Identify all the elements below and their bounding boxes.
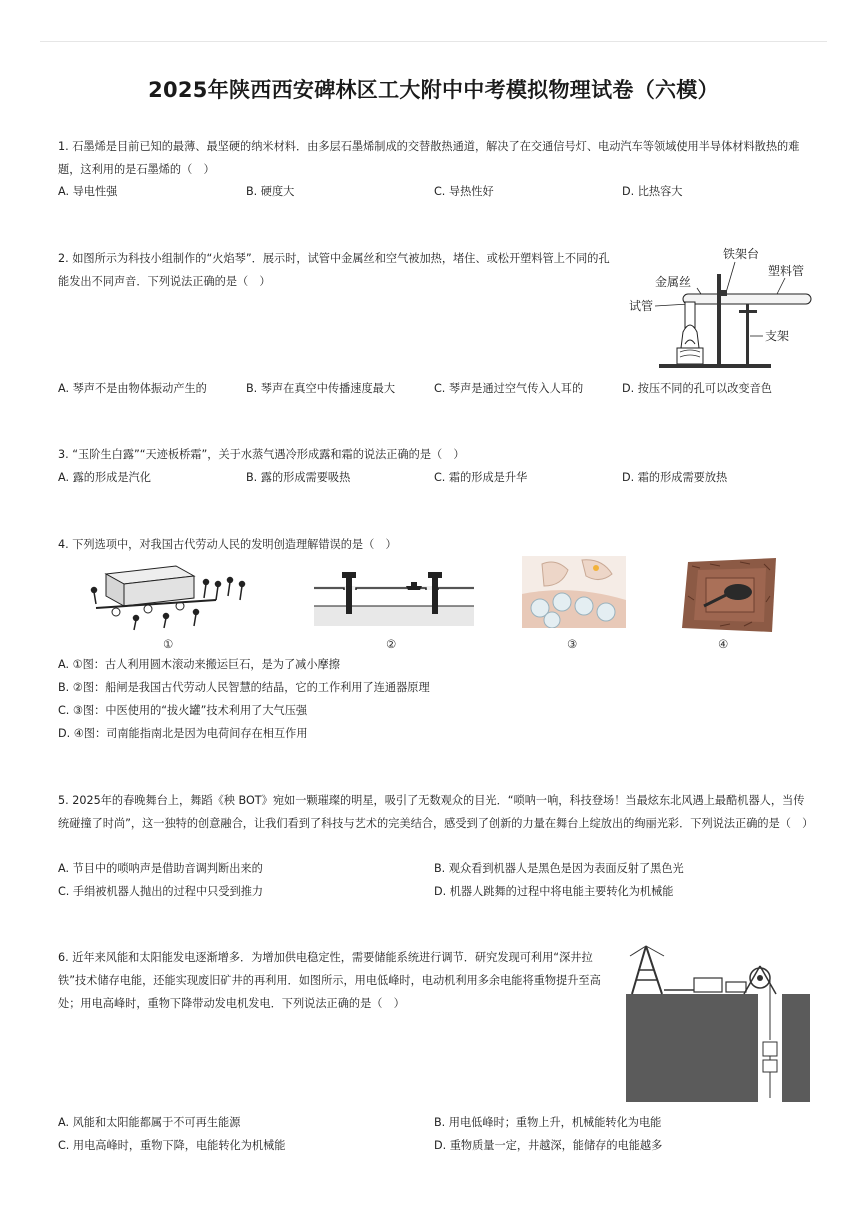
figure-caption-4: ④: [718, 637, 729, 651]
q5-option-d[interactable]: D. 机器人跳舞的过程中将电能主要转化为机械能: [434, 885, 674, 898]
label-plastic-tube: 塑料管: [768, 264, 805, 278]
q3-option-c[interactable]: C. 霜的形成是升华: [434, 471, 528, 484]
figure-caption-1: ①: [163, 637, 174, 651]
sinan-compass-figure: [680, 556, 780, 634]
figure-caption-3: ③: [567, 637, 578, 651]
q4-option-c[interactable]: C. ③图：中医使用的“拔火罐”技术利用了大气压强: [58, 704, 308, 717]
question-4-stem: 4. 下列选项中，对我国古代劳动人民的发明创造理解错误的是（ ）: [58, 538, 397, 551]
q2-option-b[interactable]: B. 琴声在真空中传播速度最大: [246, 382, 396, 395]
q1-option-c[interactable]: C. 导热性好: [434, 185, 494, 198]
q3-option-b[interactable]: B. 露的形成需要吸热: [246, 471, 351, 484]
figure-caption-2: ②: [386, 637, 397, 651]
label-support: 支架: [765, 329, 790, 343]
q2-option-a[interactable]: A. 琴声不是由物体振动产生的: [58, 382, 207, 395]
q3-option-d[interactable]: D. 霜的形成需要放热: [622, 471, 728, 484]
cupping-figure: [522, 556, 626, 628]
q1-option-d[interactable]: D. 比热容大: [622, 185, 683, 198]
q6-option-b[interactable]: B. 用电低峰时；重物上升，机械能转化为电能: [434, 1116, 662, 1129]
q4-option-d[interactable]: D. ④图：司南能指南北是因为电荷间存在相互作用: [58, 727, 308, 740]
q6-option-c[interactable]: C. 用电高峰时，重物下降，电能转化为机械能: [58, 1139, 286, 1152]
q2-option-d[interactable]: D. 按压不同的孔可以改变音色: [622, 382, 772, 395]
question-3-stem: 3. “玉阶生白露”“天迹板桥霜”，关于水蒸气遇冷形成露和霜的说法正确的是（ ）: [58, 448, 465, 461]
label-metal-wire: 金属丝: [655, 275, 692, 289]
question-6-stem: 6. 近年来风能和太阳能发电逐渐增多．为增加供电稳定性，需要储能系统进行调节．研究发现可利用“深井拉铁”技术储存电能，还能实现废旧矿井的再利用．如图所示，用电低峰时，电动机利用多余电能将重物提升至高处；用电高峰时，重物下降带动发电机发电．下列说法正确的是（ ）: [58, 951, 601, 1010]
q6-option-d[interactable]: D. 重物质量一定，井越深，能储存的电能越多: [434, 1139, 663, 1152]
q5-option-a[interactable]: A. 节目中的唢呐声是借助音调判断出来的: [58, 862, 263, 875]
q6-option-a[interactable]: A. 风能和太阳能都属于不可再生能源: [58, 1116, 241, 1129]
q2-option-c[interactable]: C. 琴声是通过空气传入人耳的: [434, 382, 584, 395]
q1-option-b[interactable]: B. 硬度大: [246, 185, 295, 198]
q1-option-a[interactable]: A. 导电性强: [58, 185, 118, 198]
question-2-stem: 2. 如图所示为科技小组制作的“火焰琴”．展示时，试管中金属丝和空气被加热，堵住、或松开塑料管上不同的孔能发出不同声音．下列说法正确的是（ ）: [58, 252, 610, 288]
deep-well-storage-figure: [624, 944, 814, 1104]
label-iron-stand: 铁架台: [723, 247, 760, 261]
rolling-logs-figure: [86, 562, 256, 632]
q5-option-b[interactable]: B. 观众看到机器人是黑色是因为表面反射了黑色光: [434, 862, 684, 875]
question-1-stem: 1. 石墨烯是目前已知的最薄、最坚硬的纳米材料．由多层石墨烯制成的交替散热通道，解决了在交通信号灯、电动汽车等领域使用半导体材料散热的难题，这利用的是石墨烯的（ ）: [58, 140, 800, 176]
top-divider: [40, 41, 827, 42]
flame-harp-figure: [625, 244, 825, 372]
q3-option-a[interactable]: A. 露的形成是汽化: [58, 471, 151, 484]
q5-option-c[interactable]: C. 手绢被机器人抛出的过程中只受到推力: [58, 885, 264, 898]
question-5-stem: 5. 2025年的春晚舞台上，舞蹈《秧 BOT》宛如一颗璀璨的明星，吸引了无数观众的目光．“唢呐一响，科技登场！当最炫东北风遇上最酷机器人，当传统碰撞了时尚”，这一独特的创意融合，让我们看到了科技与艺术的完美结合，感受到了创新的力量在舞台上绽放出的绚丽光彩．下列说法正确的是（ ）: [58, 794, 814, 830]
ship-lock-figure: [314, 566, 474, 626]
q4-option-a[interactable]: A. ①图：古人利用圆木滚动来搬运巨石，是为了减小摩擦: [58, 658, 340, 671]
q4-option-b[interactable]: B. ②图：船闸是我国古代劳动人民智慧的结晶，它的工作利用了连通器原理: [58, 681, 430, 694]
page-title: 2025年陕西西安碑林区工大附中中考模拟物理试卷（六模）: [148, 78, 719, 102]
label-test-tube: 试管: [629, 299, 654, 313]
